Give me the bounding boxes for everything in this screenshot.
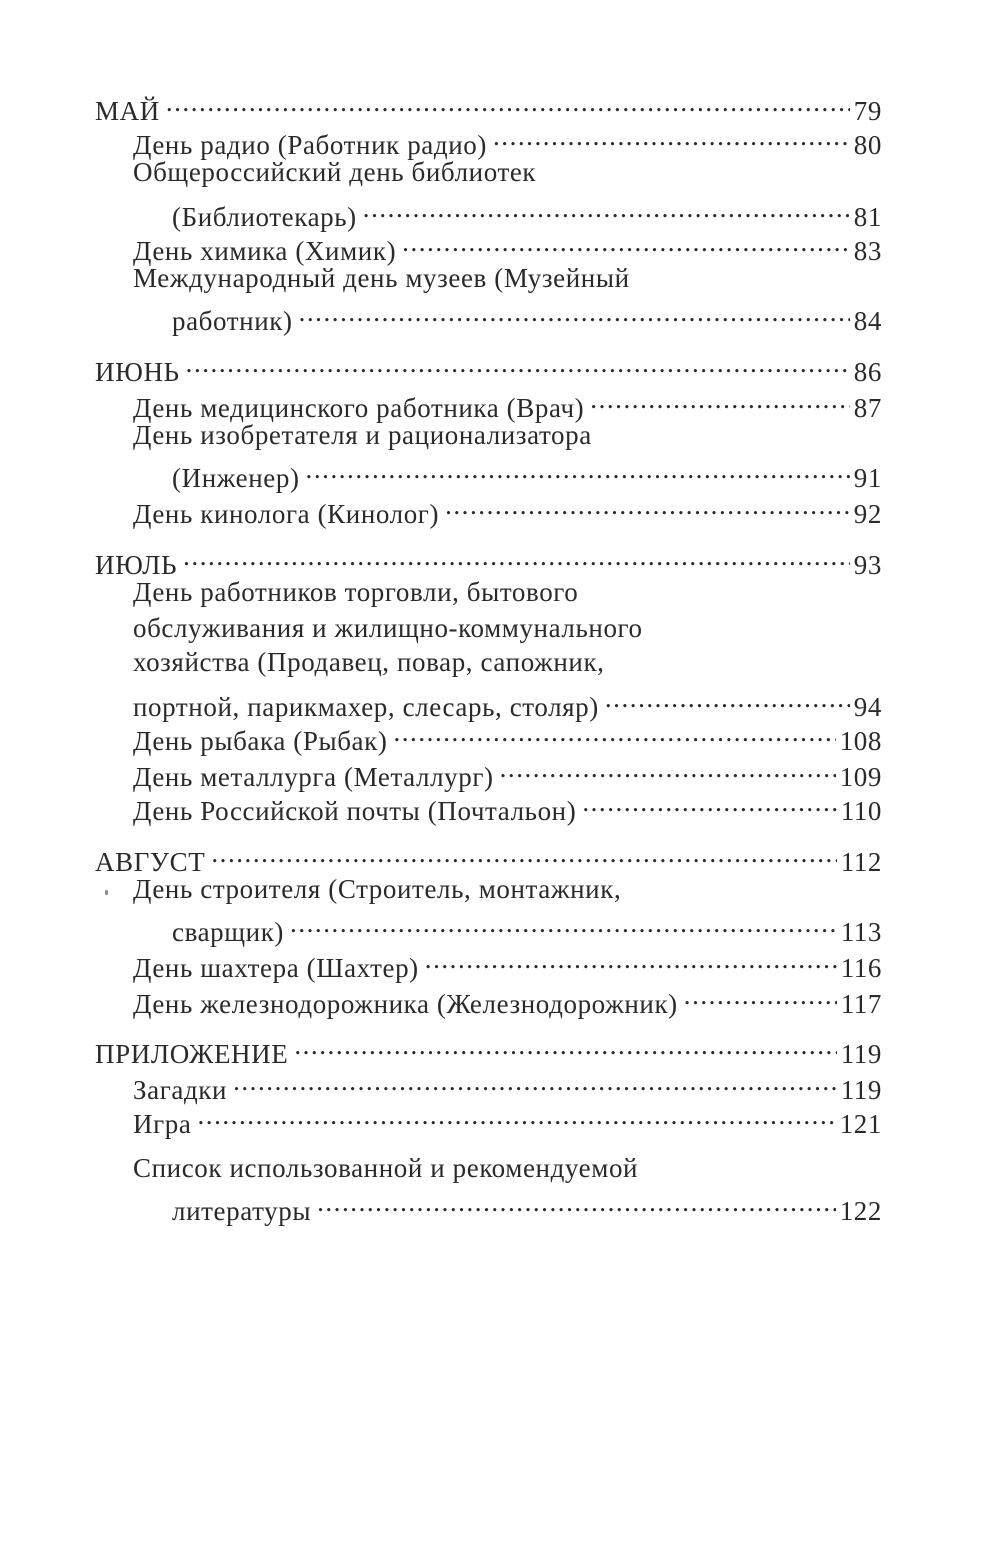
dot-leader [299,294,850,330]
dot-leader [590,381,850,417]
toc-entry-inventor-day-line1[interactable] [133,417,592,453]
toc-section-appendix[interactable] [95,1027,882,1069]
toc-entry-literature-line2[interactable] [172,1184,882,1226]
toc-page-number: 122 [839,1196,882,1226]
print-speck [105,890,108,895]
toc-page-number: 81 [853,202,882,232]
toc-entry-railway-day[interactable] [133,977,882,1019]
dot-leader [684,977,837,1013]
toc-page-number: 86 [853,357,882,387]
toc-entry-title: сварщик) [172,917,285,947]
toc-section-title: ИЮНЬ [95,357,180,387]
toc-page-number: 113 [840,917,882,947]
toc-entry-inventor-day-line2[interactable] [172,451,882,493]
toc-entry-riddles[interactable] [133,1063,882,1105]
toc-entry-builder-day-line1[interactable] [133,871,621,907]
toc-entry-fisherman-day[interactable] [133,714,882,756]
dot-leader [363,190,850,226]
toc-entry-title: Международный день музеев (Музейный [133,263,630,293]
toc-page-number: 83 [853,236,882,266]
toc-entry-metallurgist-day[interactable] [133,750,882,792]
toc-page-number: 119 [840,1075,882,1105]
toc-section-title: ИЮЛЬ [95,550,178,580]
toc-entry-title: Список использованной и рекомендуемой [133,1153,639,1183]
toc-entry-title: Загадки [133,1075,228,1105]
toc-entry-title: День медицинского работника (Врач) [133,393,585,423]
toc-page-number: 112 [840,847,882,877]
dot-leader [493,118,850,154]
toc-entry-museums-day-line2[interactable] [172,294,882,336]
toc-entry-title: хозяйства (Продавец, повар, сапожник, [133,647,605,677]
toc-section-august[interactable] [95,835,882,877]
dot-leader [233,1063,837,1099]
toc-page-number: 79 [853,96,882,126]
toc-entry-post-day[interactable] [133,784,882,826]
toc-entry-title: литературы [172,1196,312,1226]
dot-leader [294,1027,836,1063]
toc-entry-miner-day[interactable] [133,941,882,983]
toc-page-number: 117 [840,989,882,1019]
toc-entry-title: День шахтера (Шахтер) [133,953,419,983]
toc-entry-libraries-day-line2[interactable] [172,190,882,232]
toc-page-number: 87 [853,393,882,423]
dot-leader [425,941,837,977]
dot-leader [500,750,836,786]
toc-entry-trade-day-line4[interactable] [133,680,882,722]
toc-entry-title: Общероссийский день библиотек [133,157,537,187]
toc-entry-title: День рыбака (Рыбак) [133,726,388,756]
toc-page-number: 91 [853,463,882,493]
toc-entry-title: (Инженер) [172,463,300,493]
toc-page-number: 84 [853,306,882,336]
toc-entry-title: День изобретателя и рационализатора [133,420,592,450]
dot-leader [290,905,837,941]
toc-page-number: 116 [840,953,882,983]
toc-section-title: МАЙ [95,96,160,126]
toc-entry-cynologist-day[interactable] [133,487,882,529]
toc-entry-title: День Российской почты (Почтальон) [133,796,577,826]
toc-page-number: 108 [839,726,882,756]
toc-entry-title: День строителя (Строитель, монтажник, [133,874,622,904]
toc-entry-title: День радио (Работник радио) [133,130,487,160]
toc-page-number: 94 [853,692,882,722]
dot-leader [306,451,850,487]
toc-entry-radio-day[interactable] [133,118,882,160]
dot-leader [605,680,850,716]
toc-entry-title: (Библиотекарь) [172,202,357,232]
toc-entry-title: День металлурга (Металлург) [133,762,494,792]
dot-leader [445,487,850,523]
toc-entry-game[interactable] [133,1097,882,1139]
dot-leader [582,784,836,820]
dot-leader [197,1097,835,1133]
toc-entry-trade-day-line3[interactable] [133,644,605,680]
toc-section-june[interactable] [95,345,882,387]
dot-leader [211,835,836,871]
toc-entry-title: работник) [172,306,293,336]
toc-entry-title: портной, парикмахер, слесарь, столяр) [133,692,599,722]
toc-entry-title: День железнодорожника (Железнодорожник) [133,989,678,1019]
toc-section-july[interactable] [95,538,882,580]
toc-entry-trade-day-line2[interactable] [133,610,643,646]
dot-leader [186,345,850,381]
toc-section-title: ПРИЛОЖЕНИЕ [95,1039,289,1069]
toc-entry-chemist-day[interactable] [133,224,882,266]
toc-entry-trade-day-line1[interactable] [133,574,578,610]
toc-entry-title: День кинолога (Кинолог) [133,499,440,529]
toc-page-number: 119 [840,1039,882,1069]
dot-leader [166,84,850,120]
toc-page-number: 121 [839,1109,882,1139]
toc-entry-title: обслуживания и жилищно-коммунального [133,613,643,643]
toc-entry-title: День работников торговли, бытового [133,577,579,607]
dot-leader [393,714,835,750]
toc-page-number: 92 [853,499,882,529]
toc-entry-builder-day-line2[interactable] [172,905,882,947]
toc-section-may[interactable] [95,84,882,126]
toc-section-title: АВГУСТ [95,847,206,877]
dot-leader [183,538,850,574]
toc-entry-museums-day-line1[interactable] [133,260,630,296]
dot-leader [317,1184,836,1220]
toc-page-number: 93 [853,550,882,580]
dot-leader [402,224,850,260]
toc-entry-title: День химика (Химик) [133,236,397,266]
toc-entry-medical-day[interactable] [133,381,882,423]
toc-page-number: 110 [840,796,882,826]
toc-page-number: 80 [853,130,882,160]
toc-page-number: 109 [839,762,882,792]
toc-entry-literature-line1[interactable] [133,1150,638,1186]
toc-entry-libraries-day-line1[interactable] [133,154,536,190]
toc-entry-title: Игра [133,1109,192,1139]
